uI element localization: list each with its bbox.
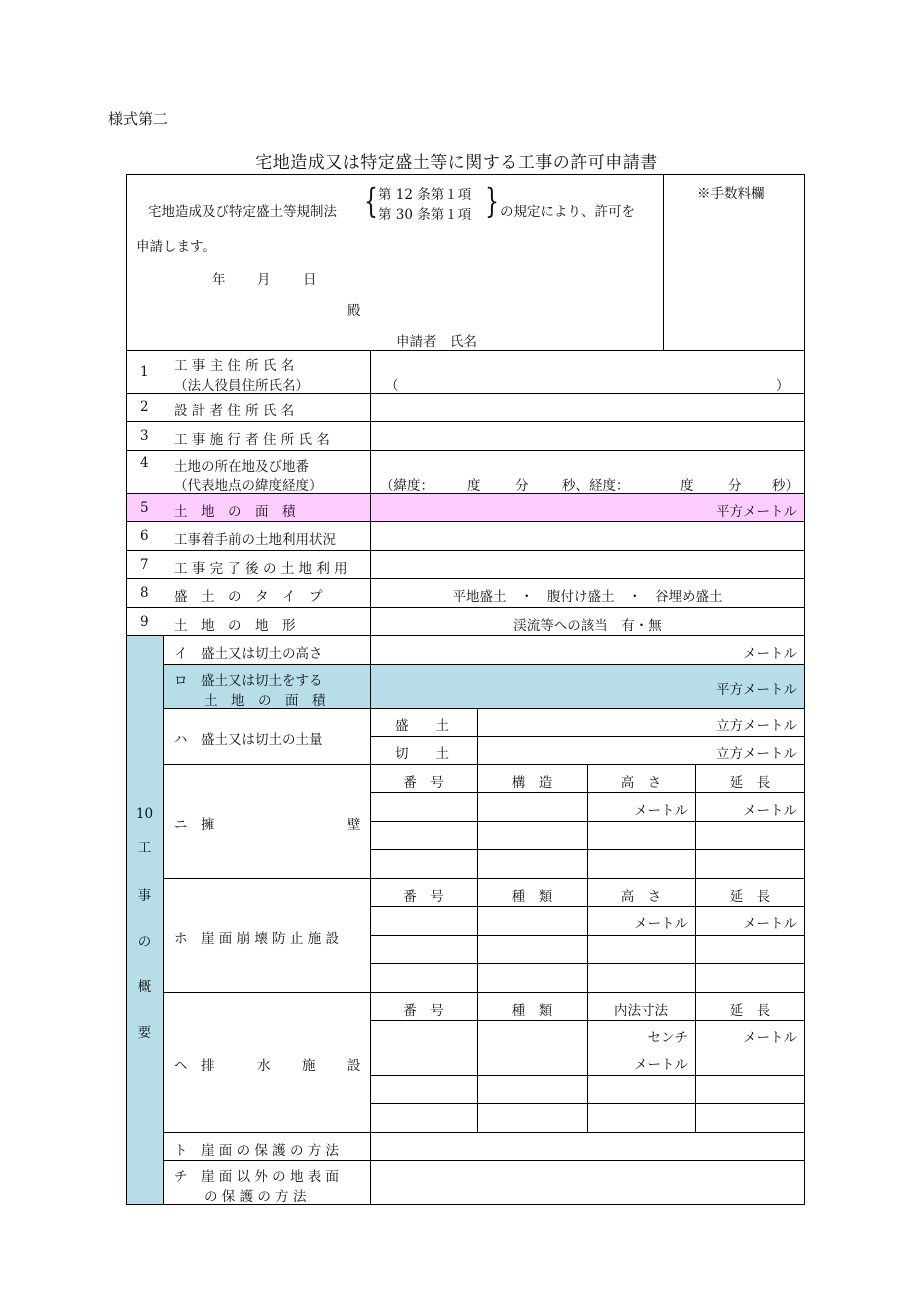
row4-lng-min: 分 (728, 478, 742, 494)
applicant-name-label: 申請者 氏名 (396, 334, 477, 350)
left-brace: { (364, 182, 378, 222)
row4-lat-sec-lng-label: 秒、経度： (562, 478, 630, 494)
row4-lng-deg: 度 (680, 478, 694, 494)
fee-box-label: ※手数料欄 (697, 186, 765, 202)
section10-side-highlight (126, 636, 163, 1204)
row8-options: 平地盛土 ・ 腹付け盛土 ・ 谷埋め盛土 (452, 589, 723, 605)
row4-lng-sec: 秒） (772, 478, 799, 494)
row9-no: 9 (140, 614, 149, 630)
he-label-3: 施 (302, 1058, 316, 1074)
he-header-inner: 内法寸法 (614, 1003, 668, 1019)
ni-length-unit: メートル (743, 803, 797, 819)
row9-label: 土 地 の 地 形 (174, 618, 296, 634)
ni-label-end: 壁 (347, 817, 361, 833)
row5-no: 5 (140, 500, 149, 516)
he-label-2: 水 (257, 1058, 271, 1074)
he-length-unit: メートル (743, 1030, 797, 1046)
ni-header-no: 番 号 (403, 775, 444, 791)
row3-label: 工 事 施 行 者 住 所 氏 名 (174, 432, 330, 448)
i-label: イ 盛土又は切土の高さ (174, 646, 323, 662)
row4-lat-min: 分 (515, 478, 529, 494)
row7-label: 工 事 完 了 後 の 土 地 利 用 (174, 561, 348, 577)
row1-close-paren: ） (776, 378, 790, 394)
row8-label: 盛 土 の タ イ プ (174, 589, 323, 605)
form-id: 様式第二 (108, 110, 169, 128)
row4-label: 土地の所在地及び地番 (174, 459, 309, 475)
ho-header-height: 高 さ (620, 889, 662, 905)
row5-label: 土 地 の 面 積 (174, 504, 296, 520)
article-30: 第 30 条第１項 (378, 207, 472, 223)
article-12: 第 12 条第１項 (378, 187, 472, 203)
right-brace: } (485, 182, 499, 222)
row3-no: 3 (140, 428, 149, 444)
ha-cut-label: 切 土 (395, 746, 449, 762)
ho-header-type: 種 類 (511, 889, 553, 905)
law-name: 宅地造成及び特定盛土等規制法 (148, 204, 337, 220)
ho-height-unit: メートル (634, 916, 688, 932)
row2-label: 設 計 者 住 所 氏 名 (174, 403, 295, 419)
ni-height-unit: メートル (634, 803, 688, 819)
date-day: 日 (303, 272, 317, 288)
to-label: ト 崖 面 の 保 護 の 方 法 (174, 1143, 340, 1159)
ha-label: ハ 盛土又は切土の土量 (174, 732, 323, 748)
section10-char: 要 (137, 1025, 152, 1041)
row1-label-sub: （法人役員住所氏名） (174, 378, 309, 394)
intro-line2: 申請します。 (136, 239, 216, 255)
section10-no: 10 (135, 806, 154, 822)
row5-unit: 平方メートル (716, 504, 797, 520)
date-year: 年 (212, 272, 226, 288)
ho-header-length: 延 長 (729, 889, 771, 905)
row4-label-sub: （代表地点の緯度経度） (174, 478, 323, 494)
section10-char: 事 (137, 888, 152, 904)
ro-label-sub: 土 地 の 面 積 (204, 693, 326, 709)
ha-cut-unit: 立方メートル (716, 746, 797, 762)
section10-char: 概 (137, 979, 152, 995)
row4-lat-deg: 度 (467, 478, 481, 494)
row1-label: 工 事 主 住 所 氏 名 (174, 358, 295, 374)
he-label-4: 設 (347, 1058, 361, 1074)
ro-unit: 平方メートル (716, 682, 797, 698)
he-inner-unit-2: メートル (634, 1057, 688, 1073)
he-label: ヘ 排 (174, 1058, 215, 1074)
ho-length-unit: メートル (743, 916, 797, 932)
page-title: 宅地造成又は特定盛土等に関する工事の許可申請書 (255, 153, 658, 173)
ha-fill-label: 盛 土 (395, 718, 449, 734)
row6-no: 6 (140, 528, 149, 544)
he-header-type: 種 類 (511, 1003, 553, 1019)
ho-label: ホ 崖 面 崩 壊 防 止 施 設 (174, 931, 340, 947)
row9-options: 渓流等への該当 有・無 (513, 618, 662, 634)
intro-tail: の規定により、許可を (500, 204, 635, 220)
section10-char: の (137, 934, 152, 950)
row7-no: 7 (140, 557, 149, 573)
row8-no: 8 (140, 585, 149, 601)
he-inner-unit: センチ (647, 1030, 688, 1046)
ni-header-structure: 構 造 (511, 775, 553, 791)
ni-label: ニ 擁 (174, 817, 215, 833)
row1-open-paren: （ (385, 378, 399, 394)
row1-no: 1 (140, 364, 149, 380)
ha-fill-unit: 立方メートル (716, 718, 797, 734)
chi-label: チ 崖 面 以 外 の 地 表 面 (174, 1169, 340, 1185)
row4-lat-label: （緯度： (380, 478, 434, 494)
section10-char: 工 (137, 840, 152, 856)
ho-header-no: 番 号 (403, 889, 444, 905)
chi-label-sub: の 保 護 の 方 法 (204, 1189, 307, 1205)
ni-header-height: 高 さ (620, 775, 662, 791)
he-header-no: 番 号 (403, 1003, 444, 1019)
i-unit: メートル (743, 646, 797, 662)
addressee: 殿 (347, 303, 361, 319)
row6-label: 工事着手前の土地利用状況 (174, 532, 336, 548)
ni-header-length: 延 長 (729, 775, 771, 791)
he-header-length: 延 長 (729, 1003, 771, 1019)
row4-no: 4 (140, 455, 149, 471)
ro-label: ロ 盛土又は切土をする (174, 673, 323, 689)
date-month: 月 (257, 272, 271, 288)
row2-no: 2 (140, 399, 149, 415)
